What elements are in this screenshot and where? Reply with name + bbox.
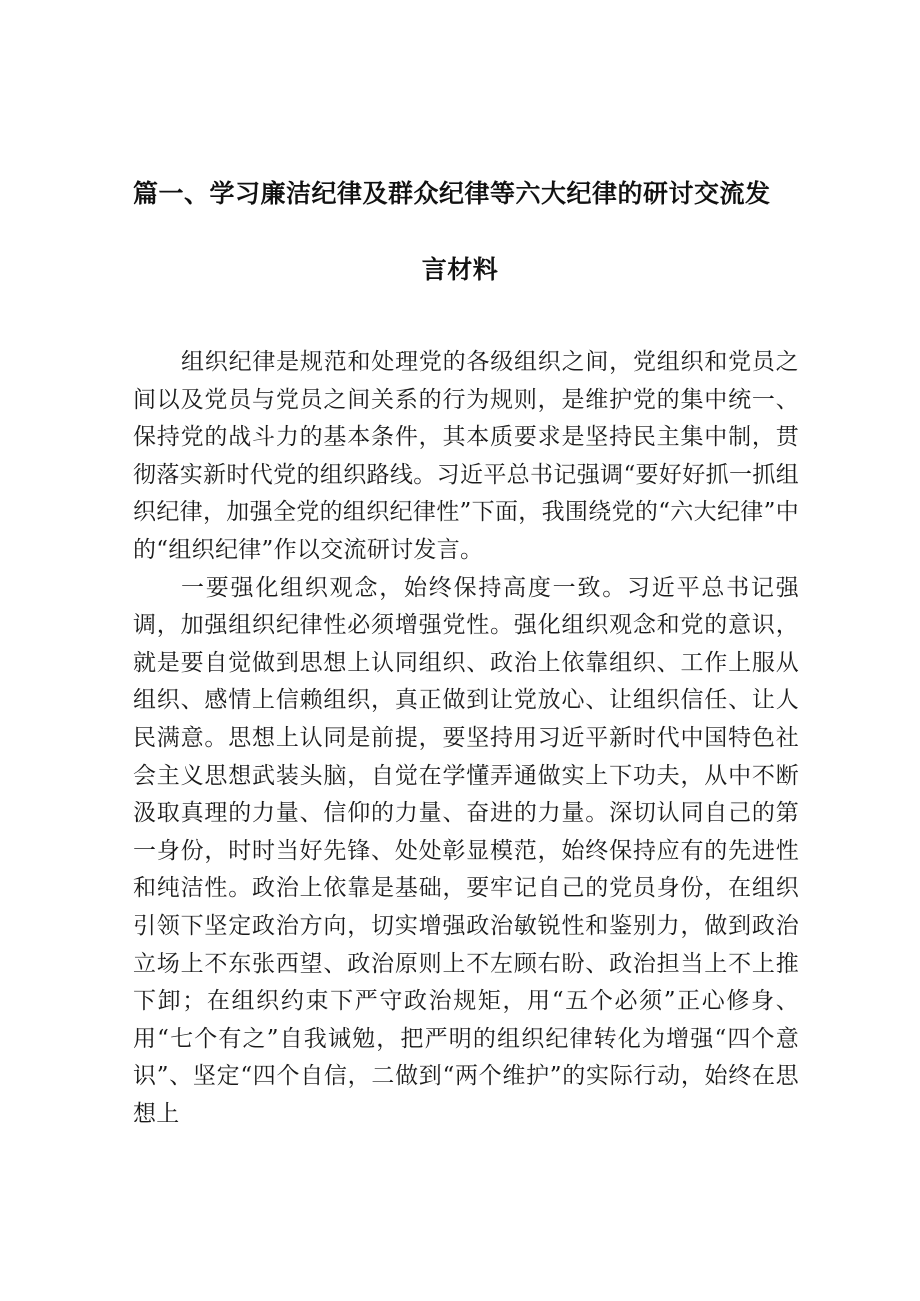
body-paragraph-2: 一要强化组织观念，始终保持高度一致。习近平总书记强调，加强组织纪律性必须增强党性。强化组织观念和党的意识，就是要自觉做到思想上认同组织、政治上依靠组织、工作上服从组织、感情上信赖组织，真正做到让党放心、让组织信任、让人民满意。思想上认同是前提，要坚持用习近平新时代中国特色社会主义思想武装头脑，自觉在学懂弄通做实上下功夫，从中不断汲取真理的力量、信仰的力量、奋进的力量。深切认同自己的第一身份，时时当好先锋、处处彰显模范，始终保持应有的先进性和纯洁性。政治上依靠是基础，要牢记自己的党员身份，在组织引领下坚定政治方向，切实增强政治敏锐性和鉴别力，做到政治立场上不东张西望、政治原则上不左顾右盼、政治担当上不上推下卸；在组织约束下严守政治规矩，用“五个必须”正心修身、用“七个有之”自我诫勉，把严明的组织纪律转化为增强“四个意识”、坚定“四个自信，二做到“两个维护”的实际行动，始终在思想上 [133, 574, 799, 1127]
document-title-line-2 [0, 252, 920, 288]
document-body [133, 344, 799, 1133]
body-paragraph-1: 组织纪律是规范和处理党的各级组织之间，党组织和党员之间以及党员与党员之间关系的行为规则，是维护党的集中统一、保持党的战斗力的基本条件，其本质要求是坚持民主集中制，贯彻落实新时代党的组织路线。习近平总书记强调“要好好抓一抓组织纪律，加强全党的组织纪律性”下面，我围绕党的“六大纪律”中的“组织纪律”作以交流研讨发言。 [133, 349, 799, 563]
document-title-line-1: 篇一、学习廉洁纪律及群众纪律等六大纪律的研讨交流发 [133, 179, 771, 208]
document-title-line-2-text: 言材料 [421, 255, 499, 284]
